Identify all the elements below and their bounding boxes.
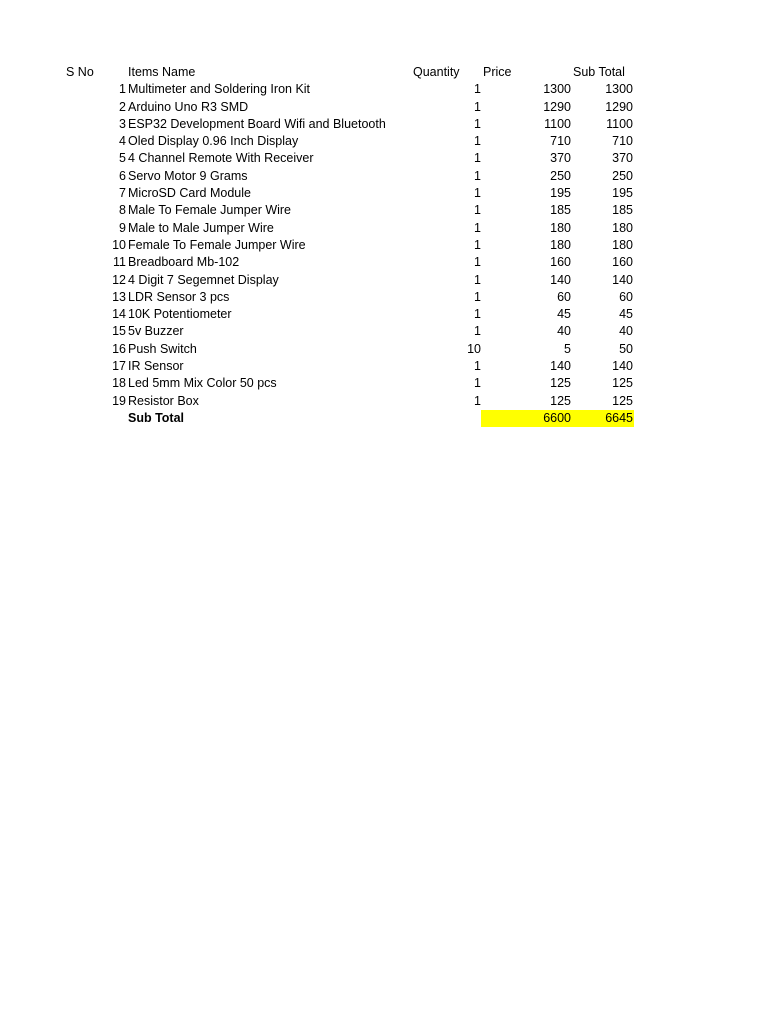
cell-item-name: ESP32 Development Board Wifi and Bluetooth [128,116,386,131]
cell-subtotal: 195 [612,186,633,201]
cell-price: 160 [550,255,571,270]
cell-sno: 15 [112,324,126,339]
table-row [0,375,768,392]
cell-sno: 6 [119,168,126,183]
cell-quantity: 1 [474,99,481,114]
cell-sno: 17 [112,359,126,374]
cell-sno: 13 [112,289,126,304]
cell-quantity: 1 [474,116,481,131]
cell-quantity: 1 [474,203,481,218]
cell-quantity: 1 [474,307,481,322]
cell-sno: 10 [112,237,126,252]
cell-subtotal: 40 [619,324,633,339]
cell-sno: 8 [119,203,126,218]
cell-subtotal: 1100 [606,116,633,131]
cell-price: 140 [550,359,571,374]
cell-subtotal: 125 [612,393,633,408]
cell-item-name: Female To Female Jumper Wire [128,237,306,252]
table-row [0,168,768,185]
table-row [0,116,768,133]
cell-quantity: 1 [474,272,481,287]
header-subtotal: Sub Total [573,65,625,79]
table-row [0,185,768,202]
cell-quantity: 1 [474,237,481,252]
cell-item-name: Oled Display 0.96 Inch Display [128,134,299,149]
cell-item-name: IR Sensor [128,359,184,374]
cell-price: 140 [550,272,571,287]
table-row [0,133,768,150]
cell-subtotal: 140 [612,359,633,374]
cell-subtotal: 50 [619,341,633,356]
cell-subtotal: 160 [612,255,633,270]
header-price: Price [483,65,512,79]
cell-price: 5 [564,341,571,356]
cell-subtotal: 1290 [605,99,633,114]
cell-quantity: 1 [474,393,481,408]
table-row [0,289,768,306]
table-row [0,99,768,116]
total-label: Sub Total [128,410,185,425]
cell-sno: 5 [119,151,126,166]
cell-subtotal: 140 [612,272,633,287]
cell-sno: 14 [112,307,126,322]
cell-quantity: 1 [474,220,481,235]
cell-item-name: 4 Channel Remote With Receiver [128,151,314,166]
cell-subtotal: 250 [612,168,633,183]
cell-price: 1290 [543,99,571,114]
cell-item-name: LDR Sensor 3 pcs [128,289,230,304]
cell-item-name: Servo Motor 9 Grams [128,168,248,183]
cell-subtotal: 180 [612,237,633,252]
cell-sno: 4 [119,134,126,149]
cell-quantity: 1 [474,255,481,270]
cell-price: 185 [550,203,571,218]
table-row [0,393,768,410]
cell-sno: 19 [112,393,126,408]
cell-quantity: 1 [474,289,481,304]
cell-price: 125 [550,393,571,408]
cell-price: 370 [550,151,571,166]
cell-sno: 16 [112,341,126,356]
cell-sno: 12 [112,272,126,287]
cell-item-name: Breadboard Mb-102 [128,255,240,270]
cell-quantity: 1 [474,151,481,166]
cell-subtotal: 45 [619,307,633,322]
table-row [0,150,768,167]
cell-subtotal: 180 [612,220,633,235]
cell-sno: 2 [119,99,126,114]
cell-subtotal: 710 [612,134,633,149]
cell-price: 60 [557,289,571,304]
cell-price: 250 [550,168,571,183]
cell-item-name: Male to Male Jumper Wire [128,220,274,235]
cell-quantity: 1 [474,134,481,149]
cell-sno: 3 [119,116,126,131]
cell-item-name: Multimeter and Soldering Iron Kit [128,82,311,97]
cell-item-name: Arduino Uno R3 SMD [128,99,249,114]
cell-price: 125 [550,376,571,391]
cell-item-name: Male To Female Jumper Wire [128,203,292,218]
cell-price: 180 [550,220,571,235]
cell-sno: 11 [113,255,126,270]
table-row [0,272,768,289]
table-row [0,81,768,98]
total-row [0,410,768,427]
total-price: 6600 [543,410,571,425]
cell-quantity: 1 [474,324,481,339]
cell-item-name: Led 5mm Mix Color 50 pcs [128,376,277,391]
cell-price: 1100 [544,116,571,131]
cell-price: 40 [557,324,571,339]
cell-price: 180 [550,237,571,252]
cell-quantity: 1 [474,186,481,201]
table-row [0,341,768,358]
cell-price: 1300 [543,82,571,97]
table-row [0,237,768,254]
cell-sno: 7 [119,186,126,201]
cell-item-name: MicroSD Card Module [128,186,251,201]
cell-price: 45 [557,307,571,322]
cell-quantity: 1 [474,359,481,374]
total-subtotal: 6645 [605,410,633,425]
cell-quantity: 10 [467,341,481,356]
cell-subtotal: 1300 [605,82,633,97]
header-sno: S No [66,65,94,79]
cell-price: 710 [550,134,571,149]
cell-subtotal: 185 [612,203,633,218]
header-items-name: Items Name [128,65,196,79]
cell-price: 195 [550,186,571,201]
table-row [0,358,768,375]
table-body [0,81,768,410]
table-row [0,323,768,340]
cell-subtotal: 370 [612,151,633,166]
table-row [0,306,768,323]
table-row [0,220,768,237]
cell-item-name: 4 Digit 7 Segemnet Display [128,272,279,287]
cell-item-name: 10K Potentiometer [128,307,232,322]
cell-item-name: Resistor Box [128,393,199,408]
cell-sno: 18 [112,376,126,391]
table-header-row [0,64,768,81]
cell-item-name: Push Switch [128,341,197,356]
cell-subtotal: 125 [612,376,633,391]
cell-sno: 9 [119,220,126,235]
cell-quantity: 1 [474,376,481,391]
cell-quantity: 1 [474,82,481,97]
cell-sno: 1 [119,82,126,97]
cell-quantity: 1 [474,168,481,183]
table-row [0,202,768,219]
cell-item-name: 5v Buzzer [128,324,184,339]
spreadsheet-table [0,64,768,427]
header-quantity: Quantity [413,65,460,79]
table-row [0,254,768,271]
cell-subtotal: 60 [619,289,633,304]
